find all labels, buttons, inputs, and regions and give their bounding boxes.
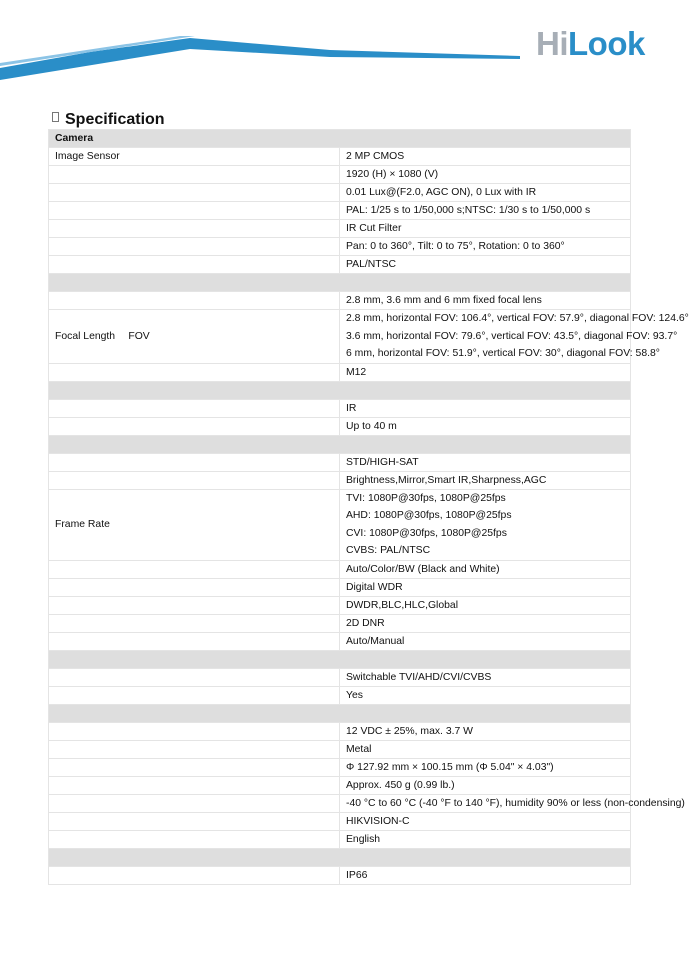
- spec-row: [49, 668, 631, 686]
- spec-value: IR Cut Filter: [340, 220, 631, 238]
- spec-row: [49, 399, 631, 417]
- section-header-row: [49, 848, 631, 866]
- section-header-row: [49, 650, 631, 668]
- spec-label: [49, 202, 340, 220]
- spec-row: [49, 578, 631, 596]
- section-header-row: [49, 381, 631, 399]
- spec-value: IR: [340, 399, 631, 417]
- spec-label: [49, 776, 340, 794]
- spec-label: [49, 363, 340, 381]
- spec-row: [49, 220, 631, 238]
- spec-label: [49, 866, 340, 884]
- spec-row: [49, 758, 631, 776]
- spec-label: [49, 740, 340, 758]
- spec-row: [49, 830, 631, 848]
- spec-row: [49, 740, 631, 758]
- page-title-text: Specification: [65, 111, 165, 128]
- spec-value: Approx. 450 g (0.99 lb.): [340, 776, 631, 794]
- spec-row: [49, 453, 631, 471]
- section-header-row: [49, 274, 631, 292]
- spec-value: 12 VDC ± 25%, max. 3.7 W: [340, 722, 631, 740]
- spec-row: [49, 632, 631, 650]
- spec-label: Frame Rate: [49, 489, 340, 560]
- spec-value: DWDR,BLC,HLC,Global: [340, 596, 631, 614]
- spec-label: Image Sensor: [49, 148, 340, 166]
- spec-value: 2D DNR: [340, 614, 631, 632]
- spec-row: [49, 596, 631, 614]
- spec-row: [49, 866, 631, 884]
- spec-value: 1920 (H) × 1080 (V): [340, 166, 631, 184]
- spec-row: [49, 184, 631, 202]
- section-header: [49, 704, 631, 722]
- section-header-row: [49, 130, 631, 148]
- spec-value: English: [340, 830, 631, 848]
- spec-label: [49, 830, 340, 848]
- spec-label: [49, 453, 340, 471]
- spec-label: [49, 686, 340, 704]
- spec-value: Up to 40 m: [340, 417, 631, 435]
- spec-row: [49, 238, 631, 256]
- spec-value: HIKVISION-C: [340, 812, 631, 830]
- section-header: [49, 435, 631, 453]
- spec-value-line: 6 mm, horizontal FOV: 51.9°, vertical FOV: 30°, diagonal FOV: 58.8°: [346, 348, 660, 359]
- spec-value: M12: [340, 363, 631, 381]
- spec-row: [49, 560, 631, 578]
- spec-row: [49, 202, 631, 220]
- spec-value-line: 3.6 mm, horizontal FOV: 79.6°, vertical FOV: 43.5°, diagonal FOV: 93.7°: [346, 330, 678, 342]
- spec-value: 2.8 mm, 3.6 mm and 6 mm fixed focal lens: [340, 292, 631, 310]
- spec-label: [49, 722, 340, 740]
- spec-label: [49, 292, 340, 310]
- spec-value: Brightness,Mirror,Smart IR,Sharpness,AGC: [340, 471, 631, 489]
- logo-hi: Hi: [536, 25, 568, 62]
- spec-label: [49, 238, 340, 256]
- section-header: Camera: [49, 130, 631, 148]
- hilook-logo: [536, 24, 645, 64]
- spec-value: IP66: [340, 866, 631, 884]
- spec-row: [49, 166, 631, 184]
- spec-label: [49, 758, 340, 776]
- spec-label: [49, 184, 340, 202]
- spec-value: 0.01 Lux@(F2.0, AGC ON), 0 Lux with IR: [340, 184, 631, 202]
- spec-row: [49, 812, 631, 830]
- spec-row: [49, 722, 631, 740]
- bullet-icon: [52, 112, 59, 122]
- spec-row: [49, 686, 631, 704]
- banner-swoosh: [0, 38, 520, 80]
- spec-value: PAL/NTSC: [340, 256, 631, 274]
- spec-value: 2 MP CMOS: [340, 148, 631, 166]
- section-header-row: [49, 704, 631, 722]
- spec-value: Yes: [340, 686, 631, 704]
- spec-row: [49, 148, 631, 166]
- spec-row: [49, 363, 631, 381]
- section-header: [49, 274, 631, 292]
- spec-label: [49, 220, 340, 238]
- section-header: [49, 381, 631, 399]
- spec-value-line: CVI: 1080P@30fps, 1080P@25fps: [346, 527, 507, 539]
- spec-value: [340, 310, 689, 364]
- page-title: [52, 110, 165, 130]
- spec-row: [49, 489, 631, 560]
- spec-value: Switchable TVI/AHD/CVI/CVBS: [340, 668, 631, 686]
- spec-row: [49, 471, 631, 489]
- spec-row: [49, 292, 631, 310]
- spec-label: [49, 812, 340, 830]
- spec-value: STD/HIGH-SAT: [340, 453, 631, 471]
- spec-row: [49, 310, 631, 364]
- spec-label: [49, 166, 340, 184]
- spec-label: [49, 668, 340, 686]
- spec-value: Digital WDR: [340, 578, 631, 596]
- spec-value: PAL: 1/25 s to 1/50,000 s;NTSC: 1/30 s to 1/50,000 s: [340, 202, 631, 220]
- spec-value-line: CVBS: PAL/NTSC: [346, 545, 431, 556]
- section-header: [49, 848, 631, 866]
- spec-label: [49, 578, 340, 596]
- spec-value-line: AHD: 1080P@30fps, 1080P@25fps: [346, 510, 512, 521]
- spec-value: Auto/Color/BW (Black and White): [340, 560, 631, 578]
- spec-row: [49, 256, 631, 274]
- spec-label: [49, 256, 340, 274]
- spec-label: [49, 417, 340, 435]
- spec-value: -40 °C to 60 °C (-40 °F to 140 °F), humidity 90% or less (non-condensing): [340, 794, 631, 812]
- spec-label: [49, 399, 340, 417]
- logo-look: Look: [568, 25, 645, 62]
- spec-table-body: [49, 130, 689, 885]
- spec-value: [340, 489, 631, 560]
- spec-value: Auto/Manual: [340, 632, 631, 650]
- spec-label: Focal Length FOV: [49, 310, 340, 364]
- spec-label: [49, 560, 340, 578]
- spec-table: [48, 129, 689, 885]
- spec-label: [49, 794, 340, 812]
- spec-value: Pan: 0 to 360°, Tilt: 0 to 75°, Rotation: 0 to 360°: [340, 238, 631, 256]
- spec-value-line: 2.8 mm, horizontal FOV: 106.4°, vertical FOV: 57.9°, diagonal FOV: 124.6°: [346, 313, 689, 324]
- spec-label: [49, 632, 340, 650]
- spec-row: [49, 614, 631, 632]
- spec-value: Metal: [340, 740, 631, 758]
- spec-label: [49, 614, 340, 632]
- spec-row: [49, 776, 631, 794]
- section-header: [49, 650, 631, 668]
- spec-row: [49, 794, 631, 812]
- spec-row: [49, 417, 631, 435]
- spec-label: [49, 471, 340, 489]
- spec-value: Φ 127.92 mm × 100.15 mm (Φ 5.04" × 4.03"): [340, 758, 631, 776]
- spec-value-line: TVI: 1080P@30fps, 1080P@25fps: [346, 492, 506, 504]
- section-header-row: [49, 435, 631, 453]
- spec-label: [49, 596, 340, 614]
